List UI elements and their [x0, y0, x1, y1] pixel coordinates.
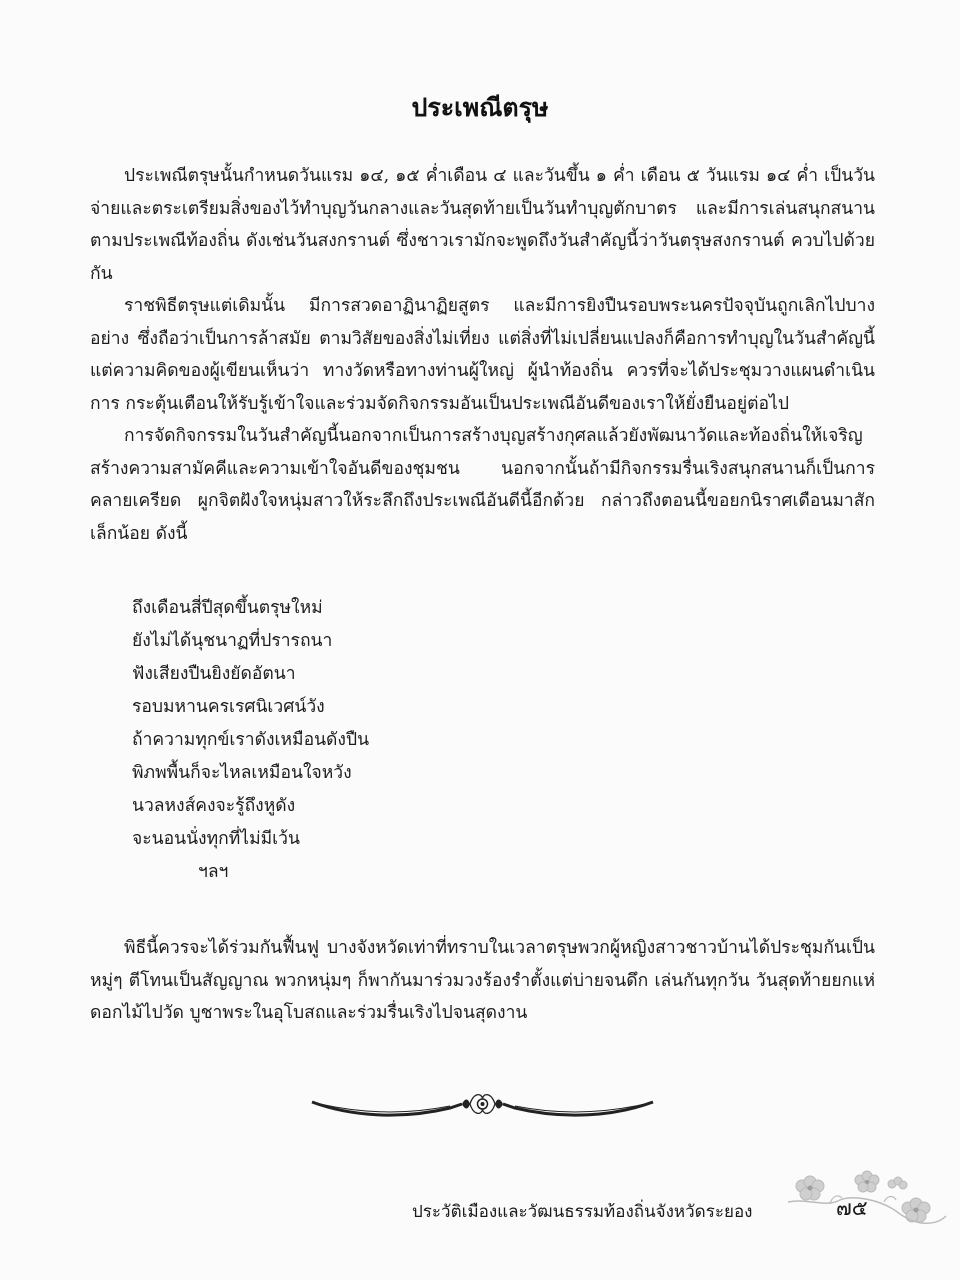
paragraph-2: ราชพิธีตรุษแต่เดิมนั้น มีการสวดอาฏินาฏิยสูตร และมีการยิงปืนรอบพระนครปัจจุบันถูกเลิกไปบางอย่าง ซึ่งถือว่าเป็นการล้าสมัย ตามวิสัยของสิ่งไม่เที่ยง แต่สิ่งที่ไม่เปลี่ยนแปลงก็คือการทำบุญในวันสำคัญนี้ แต่ความคิดของผู้เขียนเห็นว่า ทางวัดหรือทางท่านผู้ใหญ่ ผู้นำท้องถิ่น ควรที่จะได้ประชุมวางแผนดำเนินการ กระตุ้นเตือนให้รับรู้เข้าใจและร่วมจัดกิจกรรมอันเป็นประเพณีอันดีของเราให้ยั่งยืนอยู่ต่อไป: [90, 296, 875, 414]
paragraph-1: ประเพณีตรุษนั้นกำหนดวันแรม ๑๔, ๑๕ ค่ำเดือน ๔ และวันขึ้น ๑ ค่ำ เดือน ๕ วันแรม ๑๔ ค่ำ เป็นวันจ่ายและตระเตรียมสิ่งของไว้ทำบุญวันกลางและวันสุดท้ายเป็นวันทำบุญตักบาตร และมีการเล่นสนุกสนานตามประเพณีท้องถิ่น ดังเช่นวันสงกรานต์ ซึ่งชาวเรามักจะพูดถึงวันสำคัญนี้ว่าวันตรุษสงกรานต์ ควบไปด้วยกัน: [90, 166, 875, 284]
page-number: ๗๕: [836, 1196, 868, 1220]
poem-line-4: รอบมหานครเรศนิเวศน์วัง: [132, 697, 325, 717]
page-footer: [0, 1190, 960, 1250]
paragraph-closing: พิธีนี้ควรจะได้ร่วมกันฟื้นฟู บางจังหวัดเท่าที่ทราบในเวลาตรุษพวกผู้หญิงสาวชาวบ้านได้ประชุมกันเป็นหมู่ๆ ตีโทนเป็นสัญญาณ พวกหนุ่มๆ ก็พากันมาร่วมวงร้องรำตั้งแต่บ่ายจนดึก เล่นกันทุกวัน วันสุดท้ายยกแห่ดอกไม้ไปวัด บูชาพระในอุโบสถและร่วมรื่นเริงไปจนสุดงาน: [90, 938, 875, 1023]
paragraph-3: การจัดกิจกรรมในวันสำคัญนี้นอกจากเป็นการสร้างบุญสร้างกุศลแล้วยังพัฒนาวัดและท้องถิ่นให้เจริญ สร้างความสามัคคีและความเข้าใจอันดีของชุมชน นอกจากนั้นถ้ามีกิจกรรมรื่นเริงสนุกสนานก็เป็นการคลายเครียด ผูกจิตฝังใจหนุ่มสาวให้ระลึกถึงประเพณีอันดีนี้อีกด้วย กล่าวถึงตอนนี้ขอยกนิราศเดือนมาสักเล็กน้อย ดังนี้: [90, 426, 875, 544]
poem-line-3: ฟังเสียงปืนยิงยัดอัตนา: [132, 664, 296, 684]
poem-line-6: พิภพพื้นก็จะไหลเหมือนใจหวัง: [132, 763, 352, 783]
page-title: ประเพณีตรุษ: [411, 93, 549, 122]
poem-block: [132, 592, 369, 889]
book-title: ประวัติเมืองและวัฒนธรรมท้องถิ่นจังหวัดระยอง: [412, 1202, 753, 1222]
poem-line-8: จะนอนนั่งทุกที่ไม่มีเว้น: [132, 829, 300, 849]
poem-line-1: ถึงเดือนสี่ปีสุดขึ้นตรุษใหม่: [132, 598, 323, 618]
poem-line-7: นวลหงส์คงจะรู้ถึงหูดัง: [132, 796, 296, 816]
main-text: [90, 160, 875, 550]
poem-line-5: ถ้าความทุกข์เราดังเหมือนดังปืน: [132, 730, 370, 750]
closing-text: [90, 932, 875, 1030]
poem-etc: ฯลฯ: [198, 862, 229, 882]
ornament-divider-icon: [310, 1086, 655, 1126]
poem-line-2: ยังไม่ได้นุชนาฏที่ปรารถนา: [132, 631, 333, 651]
